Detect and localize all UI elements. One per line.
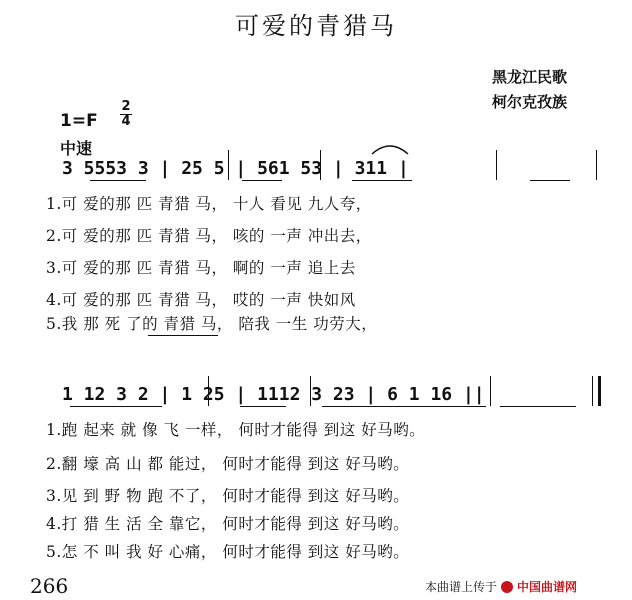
bar-line xyxy=(310,376,311,406)
footer xyxy=(425,578,577,595)
ethnicity-label: 柯尔克孜族 xyxy=(492,93,568,111)
beam-line xyxy=(240,406,286,407)
beam-line xyxy=(242,180,282,181)
final-bar-line xyxy=(598,376,601,406)
lyric-underline xyxy=(148,335,218,336)
beam-line xyxy=(70,406,162,407)
slur-mark xyxy=(370,142,410,156)
bar-line xyxy=(320,150,321,180)
lyric-verse-5: 5.怎 不 叫 我 好 心痛， 何时才能得 到这 好马哟。 xyxy=(46,543,410,561)
lyric-verse-4: 4.打 猎 生 活 全 靠它， 何时才能得 到这 好马哟。 xyxy=(46,515,410,533)
notation-line-1: 3 5553 3 | 25 5 | 561 53 | 311 | xyxy=(62,158,409,179)
notation-line-2: 1 12 3 2 | 1 25 | 1112 3 23 | 6 1 16 || xyxy=(62,384,485,405)
time-signature-bottom: 4 xyxy=(121,114,131,129)
genre-label: 黑龙江民歌 xyxy=(492,68,568,86)
footer-brand[interactable]: 中国曲谱网 xyxy=(517,580,578,594)
lyric-verse-2: 2.可 爱的那 匹 青猎 马， 咳的 一声 冲出去， xyxy=(46,227,372,245)
lyric-verse-5: 5.我 那 死 了的 青猎 马， 陪我 一生 功劳大， xyxy=(46,315,378,333)
time-signature xyxy=(119,100,133,129)
bar-line xyxy=(490,376,491,406)
song-title: 可爱的青猎马 xyxy=(235,12,397,40)
bar-line xyxy=(228,150,229,180)
bar-line xyxy=(208,376,209,406)
beam-line xyxy=(530,180,570,181)
bar-line xyxy=(496,150,497,180)
lyric-verse-1: 1.可 爱的那 匹 青猎 马， 十人 看见 九人夸， xyxy=(46,195,372,213)
footer-text: 本曲谱上传于 xyxy=(425,580,498,594)
beam-line xyxy=(500,406,576,407)
tempo-marking: 中速 xyxy=(60,139,93,158)
lyric-verse-2: 2.翻 壕 高 山 都 能过， 何时才能得 到这 好马哟。 xyxy=(46,455,410,473)
site-logo-icon xyxy=(501,581,513,593)
beam-line xyxy=(352,180,412,181)
lyric-verse-3: 3.可 爱的那 匹 青猎 马， 啊的 一声 追上去 xyxy=(46,259,356,277)
lyric-verse-1: 1.跑 起来 就 像 飞 一样， 何时才能得 到这 好马哟。 xyxy=(46,421,426,439)
beam-line xyxy=(90,180,146,181)
time-signature-top: 2 xyxy=(121,99,131,114)
bar-line xyxy=(596,150,597,180)
page-number: 266 xyxy=(30,574,69,598)
lyric-verse-3: 3.见 到 野 物 跑 不了， 何时才能得 到这 好马哟。 xyxy=(46,487,410,505)
beam-line xyxy=(322,406,486,407)
key-signature: 1=F xyxy=(60,111,98,131)
bar-line xyxy=(592,376,593,406)
lyric-verse-4: 4.可 爱的那 匹 青猎 马， 哎的 一声 快如风 xyxy=(46,291,356,309)
